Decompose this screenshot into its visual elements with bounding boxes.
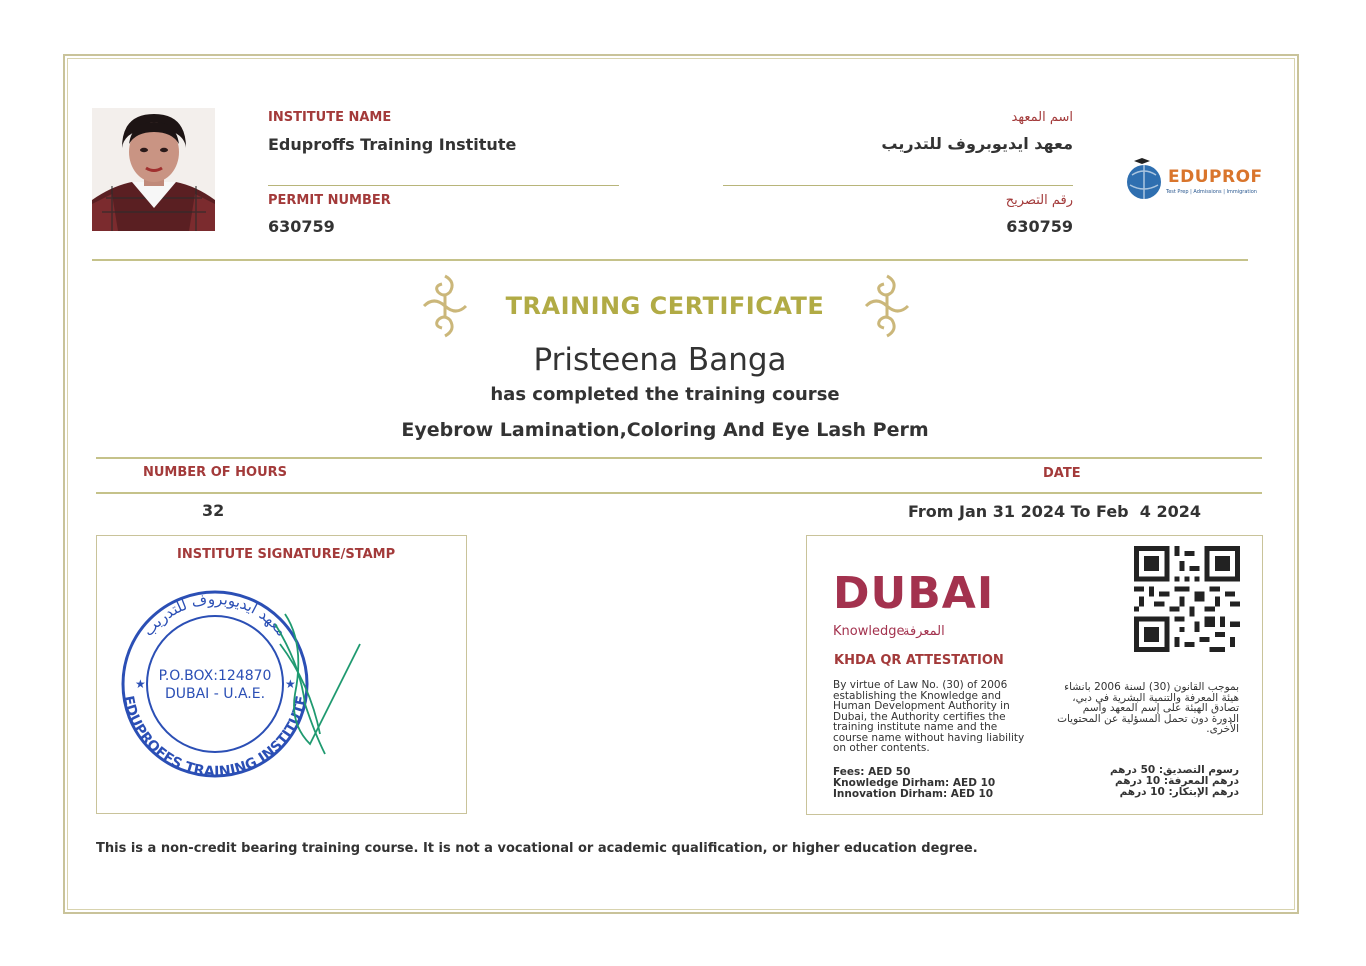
footer-disclaimer: This is a non-credit bearing training course. It is not a vocational or academic qualification, or higher education degree.	[96, 841, 978, 856]
khda-box	[806, 535, 1263, 815]
institute-name-value-ar: معهد ايديوبروف للتدريب	[881, 134, 1073, 153]
khda-text-en: By virtue of Law No. (30) of 2006 establishing the Knowledge and Human Development Authority in Dubai, the Authority certifies the training institute name and the course name without having liability on other contents.	[833, 679, 1025, 754]
globe-icon	[1122, 155, 1168, 205]
permit-number-value-ar: 630759	[1006, 217, 1073, 236]
course-name: Eyebrow Lamination,Coloring And Eye Lash Perm	[401, 419, 929, 441]
hours-value: 32	[202, 501, 225, 520]
permit-number-label-ar: رقم التصريح	[1005, 193, 1073, 208]
khda-qr-code[interactable]	[1134, 546, 1240, 652]
khda-fees-ar-0: رسوم التصديق: 50 درهم	[1109, 764, 1239, 776]
stamp-arabic-text: معهد ايديوبروف للتدريب	[139, 589, 291, 640]
logo-tagline: Test Prep | Admissions | Immigration	[1166, 189, 1257, 195]
recipient-name: Pristeena Banga	[533, 342, 787, 378]
eduprof-logo	[1122, 155, 1262, 205]
institute-name-value: Eduproffs Training Institute	[268, 135, 517, 154]
institute-divider-left	[268, 185, 619, 186]
date-label: DATE	[1043, 466, 1081, 481]
stamp-city: DUBAI - U.A.E.	[164, 686, 266, 702]
date-value: From Jan 31 2024 To Feb 4 2024	[908, 502, 1201, 521]
khda-text-ar: بموجب القانون (30) لسنة 2006 بانشاء هيئة المعرفة والتنمية البشرية في دبي، تصادق الهيئة على إسم المعهد واسم الدورة دون تحمل المسؤلية عن المحتويات الأخرى.	[1057, 681, 1239, 735]
svg-text:EDUPROFFS TRAINING INSTITUTE	[120, 694, 310, 780]
stamp-star-left-icon: ★	[135, 677, 146, 691]
permit-number-label: PERMIT NUMBER	[268, 193, 391, 208]
institute-name-label: INSTITUTE NAME	[268, 110, 392, 125]
permit-number-value: 630759	[268, 217, 335, 236]
khda-fees-en-0: Fees: AED 50	[833, 766, 911, 778]
khda-fees-en-2: Innovation Dirham: AED 10	[833, 788, 994, 800]
hours-label: NUMBER OF HOURS	[143, 465, 288, 480]
stamp-po-box: P.O.BOX:124870	[158, 668, 272, 684]
recipient-photo	[92, 108, 215, 231]
institute-name-label-ar: اسم المعهد	[1011, 110, 1073, 125]
course-divider-bottom	[96, 492, 1262, 494]
khda-title: KHDA QR ATTESTATION	[834, 653, 1004, 668]
khda-fees-ar-1: درهم المعرفة: 10 درهم	[1115, 775, 1239, 787]
dubai-knowledge-ar: المعرفة	[903, 624, 945, 639]
institute-stamp	[105, 584, 375, 784]
institute-divider-right	[723, 185, 1073, 186]
certificate-title: TRAINING CERTIFICATE	[505, 292, 825, 320]
dubai-logo-wordmark: DUBAI	[833, 568, 995, 619]
header-divider	[92, 259, 1248, 261]
khda-fees-ar-2: درهم الإبتكار: 10 درهم	[1119, 786, 1239, 798]
course-divider-top	[96, 457, 1262, 459]
logo-wordmark: EDUPROF	[1168, 167, 1263, 187]
stamp-star-right-icon: ★	[285, 677, 296, 691]
signature-box	[96, 535, 467, 814]
dubai-knowledge-en: Knowledge	[833, 624, 905, 639]
completed-text: has completed the training course	[490, 384, 840, 405]
svg-text:معهد ايديوبروف للتدريب	[139, 590, 291, 640]
signature-label: INSTITUTE SIGNATURE/STAMP	[177, 547, 396, 562]
stamp-english-text: EDUPROFFS TRAINING INSTITUTE	[119, 694, 311, 781]
khda-fees-en-1: Knowledge Dirham: AED 10	[833, 777, 996, 789]
